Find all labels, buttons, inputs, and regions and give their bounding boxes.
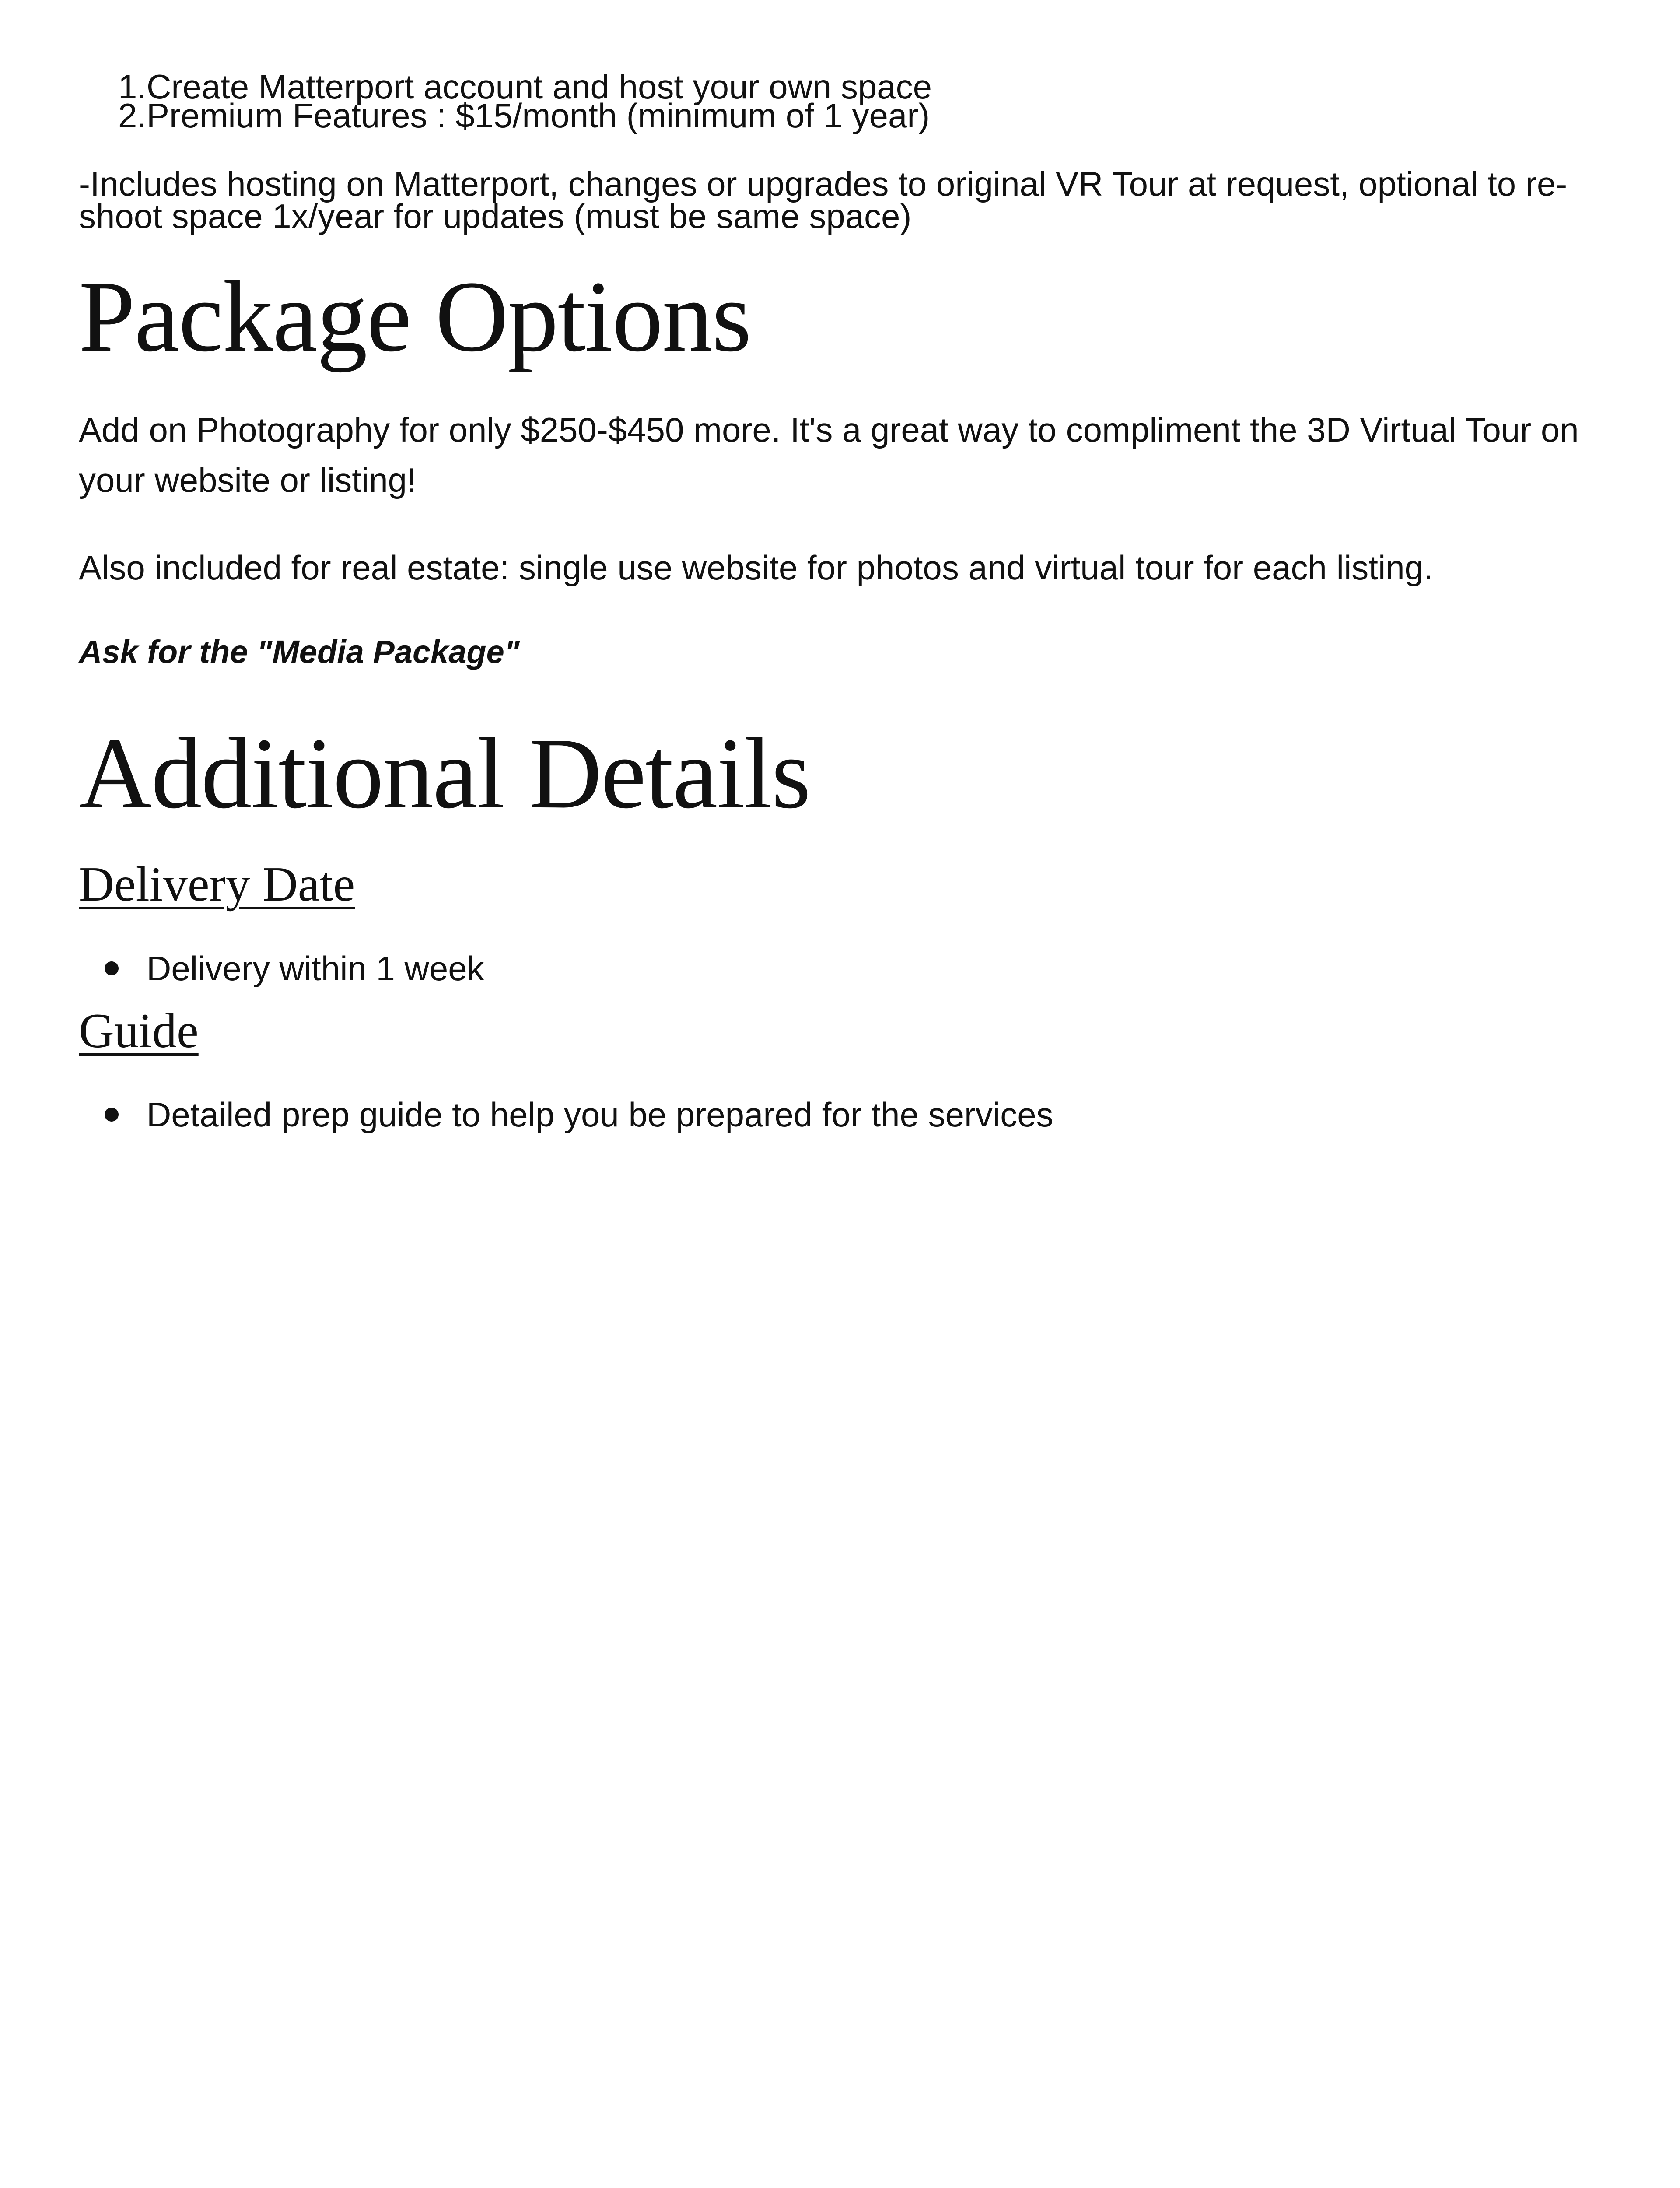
bullet-icon — [105, 961, 119, 975]
guide-subheading: Guide — [79, 1004, 199, 1058]
photography-addon-paragraph: Add on Photography for only $250-$450 more. It's a great way to compliment the 3D Virtual Tour on your website or listing! — [79, 410, 1579, 499]
media-package-callout: Ask for the "Media Package" — [79, 634, 520, 670]
includes-note: -Includes hosting on Matterport, changes or upgrades to original VR Tour at request, optional to re-shoot space 1x/year for updates (must be same space) — [79, 165, 1568, 235]
ordered-list — [79, 67, 1610, 135]
list-item-text: Premium Features : $15/month (minimum of 1 year) — [147, 96, 930, 135]
additional-details-heading: Additional Details — [79, 717, 810, 830]
list-item-text: Delivery within 1 week — [147, 949, 484, 988]
list-item-number: 1. — [118, 67, 147, 106]
list-item — [79, 947, 484, 990]
real-estate-paragraph: Also included for real estate: single use website for photos and virtual tour for each listing. — [79, 548, 1433, 587]
list-item-number: 2. — [118, 96, 147, 135]
package-options-heading: Package Options — [79, 260, 751, 373]
list-item — [79, 96, 1610, 135]
list-item-text: Detailed prep guide to help you be prepared for the services — [147, 1095, 1054, 1134]
bullet-icon — [105, 1108, 119, 1122]
list-item — [79, 1093, 1054, 1136]
delivery-date-subheading: Delivery Date — [79, 857, 355, 912]
list-item-text: Create Matterport account and host your own space — [147, 67, 932, 106]
